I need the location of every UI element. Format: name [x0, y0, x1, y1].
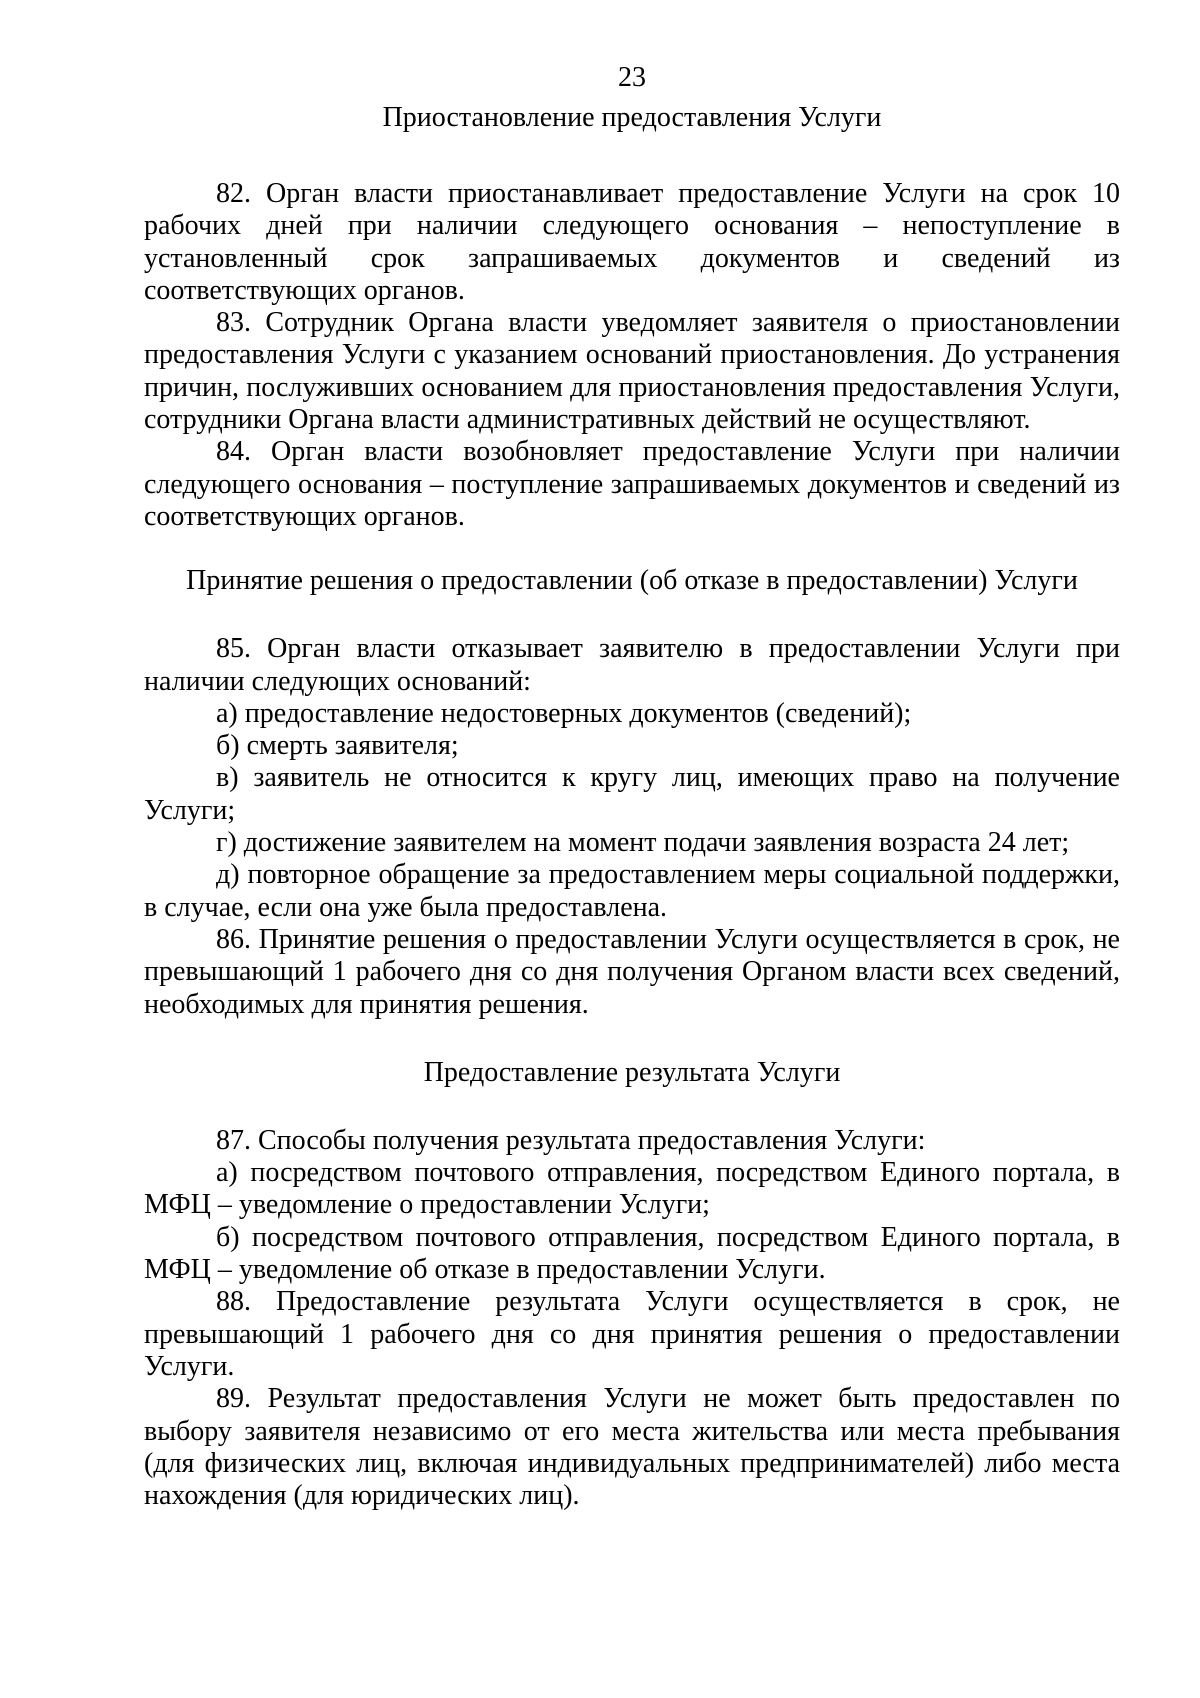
section-result [144, 1057, 1120, 1513]
section-title: Приостановление предоставления Услуги [382, 102, 882, 133]
list-item-a: а) посредством почтового отправления, посредством Единого портала, в МФЦ – уведомление о предоставлении Услуги; [144, 1157, 1120, 1221]
paragraph-88: 88. Предоставление результата Услуги осуществляется в срок, не превышающий 1 рабочего дня со дня принятия решения о предоставлении Услуги. [144, 1286, 1120, 1382]
document-page [144, 62, 1120, 1512]
list-item-a: а) предоставление недостоверных документов (сведений); [216, 697, 912, 729]
paragraph-87: 87. Способы получения результата предоставления Услуги: [216, 1124, 926, 1156]
list-item-d: д) повторное обращение за предоставлением меры социальной поддержки, в случае, если она уже была предоставлена. [144, 859, 1120, 923]
paragraph-84: 84. Орган власти возобновляет предоставление Услуги при наличии следующего основания – поступление запрашиваемых документов и сведений из соответствующих органов. [144, 436, 1120, 532]
list-item-b: б) посредством почтового отправления, посредством Единого портала, в МФЦ – уведомление об отказе в предоставлении Услуги. [144, 1221, 1120, 1286]
paragraph-85: 85. Орган власти отказывает заявителю в предоставлении Услуги при наличии следующих оснований: [144, 633, 1120, 697]
list-item-b: б) смерть заявителя; [216, 730, 459, 762]
paragraph-83: 83. Сотрудник Органа власти уведомляет заявителя о приостановлении предоставления Услуги с указанием оснований приостановления. До устранения причин, послуживших основанием для приостановления предоставления Услуги, сотрудники Органа власти административных действий не осуществляют. [144, 307, 1120, 436]
paragraph-86: 86. Принятие решения о предоставлении Услуги осуществляется в срок, не превышающий 1 рабочего дня со дня получения Органом власти всех сведений, необходимых для принятия решения. [144, 923, 1120, 1020]
list-item-g: г) достижение заявителем на момент подачи заявления возраста 24 лет; [216, 827, 1070, 859]
paragraph-89: 89. Результат предоставления Услуги не может быть предоставлен по выбору заявителя независимо от его места жительства или места пребывания (для физических лиц, включая индивидуальных предпринимателей) либо места нахождения (для юридических лиц). [144, 1383, 1120, 1512]
page-number: 23 [618, 62, 646, 93]
section-title: Предоставление результата Услуги [423, 1056, 841, 1088]
section-title: Принятие решения о предоставлении (об отказе в предоставлении) Услуги [186, 565, 1078, 597]
section-suspension [144, 102, 1120, 533]
list-item-v: в) заявитель не относится к кругу лиц, имеющих право на получение Услуги; [144, 762, 1120, 826]
section-decision [144, 565, 1120, 1021]
paragraph-82: 82. Орган власти приостанавливает предоставление Услуги на срок 10 рабочих дней при наличии следующего основания – непоступление в установленный срок запрашиваемых документов и сведений из соответствующих органов. [144, 178, 1120, 306]
